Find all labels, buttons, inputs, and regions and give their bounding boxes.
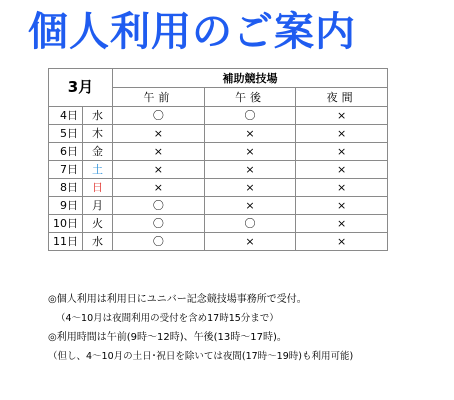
- page-title: 個人利用のご案内: [28, 9, 356, 55]
- table-row: [49, 161, 388, 179]
- notes-section: [48, 290, 448, 366]
- cell-am: 〇: [113, 107, 205, 125]
- table-row: [49, 197, 388, 215]
- cell-night: ×: [296, 215, 388, 233]
- cell-am: 〇: [113, 233, 205, 251]
- cell-am: 〇: [113, 197, 205, 215]
- table-row: [49, 125, 388, 143]
- cell-am: ×: [113, 179, 205, 197]
- note-reception-detail: （4～10月は夜間利用の受付を含め17時15分まで）: [56, 313, 279, 324]
- row-date: 6日: [49, 143, 83, 161]
- row-weekday: 水: [83, 233, 113, 251]
- table-row: [49, 215, 388, 233]
- row-weekday: 火: [83, 215, 113, 233]
- row-date: 10日: [49, 215, 83, 233]
- row-date: 5日: [49, 125, 83, 143]
- cell-am: ×: [113, 161, 205, 179]
- table-row: [49, 143, 388, 161]
- table-header-row: [49, 69, 388, 88]
- month-header: 3月: [49, 69, 113, 107]
- cell-night: ×: [296, 233, 388, 251]
- row-date: 9日: [49, 197, 83, 215]
- cell-pm: ×: [204, 125, 296, 143]
- row-weekday-sunday: 日: [83, 179, 113, 197]
- cell-night: ×: [296, 179, 388, 197]
- cell-pm: ×: [204, 143, 296, 161]
- cell-pm: ×: [204, 179, 296, 197]
- row-weekday-saturday: 土: [83, 161, 113, 179]
- column-header-pm: 午後: [204, 88, 296, 107]
- column-header-night: 夜間: [296, 88, 388, 107]
- cell-pm: ×: [204, 233, 296, 251]
- column-header-am: 午前: [113, 88, 205, 107]
- cell-pm: 〇: [204, 107, 296, 125]
- cell-am: ×: [113, 125, 205, 143]
- cell-night: ×: [296, 161, 388, 179]
- cell-pm: ×: [204, 161, 296, 179]
- facility-header: 補助競技場: [113, 69, 388, 88]
- cell-night: ×: [296, 197, 388, 215]
- note-reception: ◎個人利用は利用日にユニバー記念競技場事務所で受付。: [48, 294, 307, 305]
- table-row: [49, 233, 388, 251]
- cell-pm: 〇: [204, 215, 296, 233]
- note-hours-detail: （但し、4～10月の土日･祝日を除いては夜間(17時～19時)も利用可能): [48, 351, 354, 362]
- cell-night: ×: [296, 107, 388, 125]
- row-date: 7日: [49, 161, 83, 179]
- cell-night: ×: [296, 125, 388, 143]
- cell-pm: ×: [204, 197, 296, 215]
- cell-am: ×: [113, 143, 205, 161]
- cell-am: 〇: [113, 215, 205, 233]
- row-date: 8日: [49, 179, 83, 197]
- row-weekday: 木: [83, 125, 113, 143]
- row-weekday: 月: [83, 197, 113, 215]
- row-date: 4日: [49, 107, 83, 125]
- row-weekday: 金: [83, 143, 113, 161]
- row-weekday: 水: [83, 107, 113, 125]
- schedule-table: [48, 68, 388, 251]
- note-hours: ◎利用時間は午前(9時～12時)、午後(13時～17時)。: [48, 332, 287, 343]
- table-row: [49, 107, 388, 125]
- table-row: [49, 179, 388, 197]
- row-date: 11日: [49, 233, 83, 251]
- cell-night: ×: [296, 143, 388, 161]
